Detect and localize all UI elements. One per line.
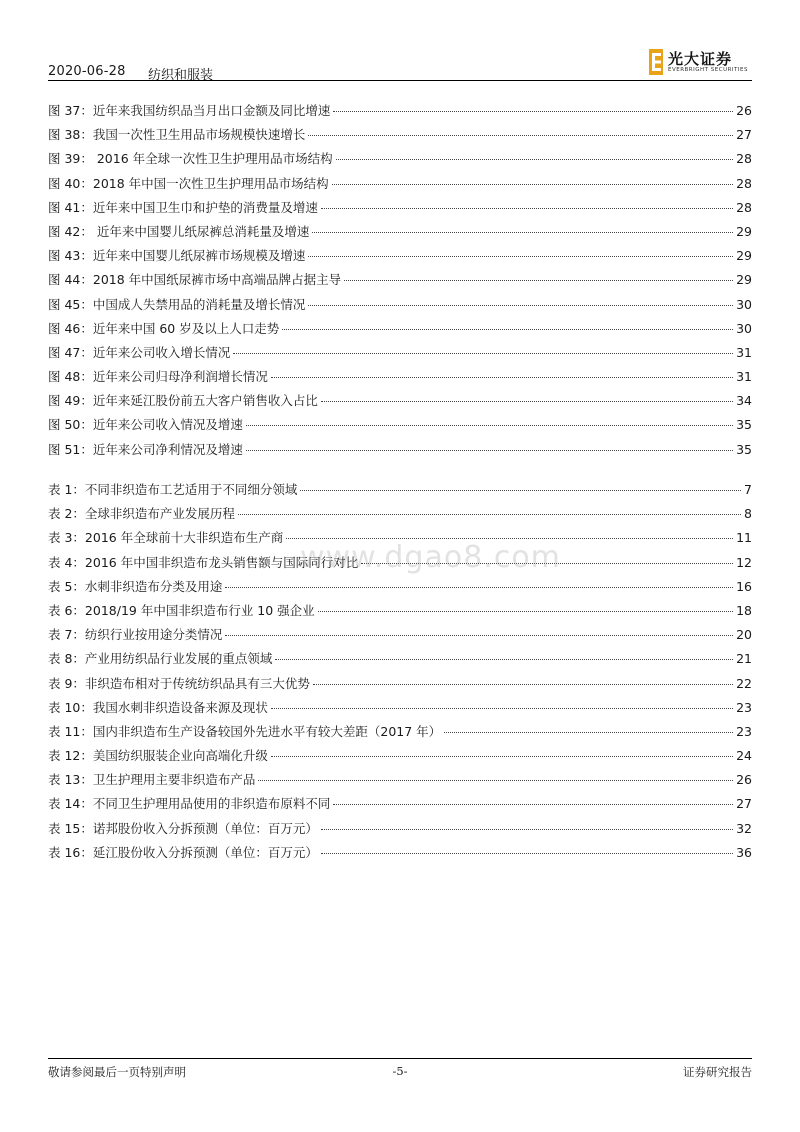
dot-leader <box>271 708 733 709</box>
table-entry-title[interactable]: 表 12：美国纺织服装企业向高端化升级 <box>48 748 268 764</box>
table-entry-title[interactable]: 表 2：全球非织造布产业发展历程 <box>48 506 235 522</box>
figure-entry-page[interactable]: 28 <box>736 175 752 191</box>
figure-entry[interactable] <box>48 319 752 343</box>
table-entry[interactable] <box>48 794 752 818</box>
table-entry-title[interactable]: 表 3：2016 年全球前十大非织造布生产商 <box>48 530 284 546</box>
table-entry[interactable] <box>48 601 752 625</box>
dot-leader <box>318 611 733 612</box>
table-entry[interactable] <box>48 819 752 843</box>
table-entry-title[interactable]: 表 4：2016 年中国非织造布龙头销售额与国际同行对比 <box>48 554 359 570</box>
figure-entry-title[interactable]: 图 40：2018 年中国一次性卫生护理用品市场结构 <box>48 175 329 191</box>
dot-leader <box>321 829 733 830</box>
table-entry[interactable] <box>48 843 752 867</box>
figure-entry-title[interactable]: 图 43：近年来中国婴儿纸尿裤市场规模及增速 <box>48 248 306 264</box>
figure-entry-page[interactable]: 29 <box>736 223 752 239</box>
figure-entry[interactable] <box>48 343 752 367</box>
page-header <box>48 44 752 83</box>
report-type: 证券研究报告 <box>683 1065 752 1079</box>
figure-entry-title[interactable]: 图 48：近年来公司归母净利润增长情况 <box>48 369 268 385</box>
figure-entry[interactable] <box>48 125 752 149</box>
table-entry-title[interactable]: 表 15：诺邦股份收入分拆预测（单位：百万元） <box>48 820 318 836</box>
figure-entry-page[interactable]: 35 <box>736 417 752 433</box>
figure-entry[interactable] <box>48 149 752 173</box>
dot-leader <box>282 329 733 330</box>
dot-leader <box>258 780 733 781</box>
figure-entry[interactable] <box>48 246 752 270</box>
table-entry-page[interactable]: 20 <box>736 627 752 643</box>
table-entry-page[interactable]: 21 <box>736 651 752 667</box>
figure-entry[interactable] <box>48 174 752 198</box>
figure-entry[interactable] <box>48 367 752 391</box>
header-divider <box>48 80 752 81</box>
table-entry-page[interactable]: 26 <box>736 772 752 788</box>
dot-leader <box>246 450 733 451</box>
figure-entry[interactable] <box>48 391 752 415</box>
figure-entry-page[interactable]: 34 <box>736 393 752 409</box>
figure-entry-page[interactable]: 26 <box>736 103 752 118</box>
footer-divider <box>48 1058 752 1059</box>
table-entry-title[interactable]: 表 9：非织造布相对于传统纺织品具有三大优势 <box>48 675 310 691</box>
table-entry-page[interactable]: 11 <box>736 530 752 546</box>
table-entry-page[interactable]: 32 <box>736 820 752 836</box>
figure-entry-title[interactable]: 图 44：2018 年中国纸尿裤市场中高端品牌占据主导 <box>48 272 342 288</box>
figure-entry-title[interactable]: 图 51：近年来公司净利情况及增速 <box>48 441 243 457</box>
everbright-logo <box>648 48 752 78</box>
figure-entry-title[interactable]: 图 37：近年来我国纺织品当月出口金额及同比增速 <box>48 103 331 118</box>
figure-entry-page[interactable]: 28 <box>736 199 752 215</box>
table-entry[interactable] <box>48 577 752 601</box>
table-entry[interactable] <box>48 480 752 504</box>
figure-entry-page[interactable]: 28 <box>736 151 752 167</box>
figure-entry[interactable] <box>48 295 752 319</box>
figure-entry-title[interactable]: 图 50：近年来公司收入情况及增速 <box>48 417 243 433</box>
figure-entry-title[interactable]: 图 38：我国一次性卫生用品市场规模快速增长 <box>48 127 306 143</box>
dot-leader <box>321 208 733 209</box>
table-entry-page[interactable]: 23 <box>736 723 752 739</box>
table-entry-page[interactable]: 27 <box>736 796 752 812</box>
table-entry-title[interactable]: 表 6：2018/19 年中国非织造布行业 10 强企业 <box>48 602 315 618</box>
dot-leader <box>225 587 733 588</box>
table-entry-page[interactable]: 24 <box>736 748 752 764</box>
table-entry-title[interactable]: 表 14：不同卫生护理用品使用的非织造布原料不同 <box>48 796 331 812</box>
figure-entry[interactable] <box>48 415 752 439</box>
disclaimer-note: 敬请参阅最后一页特别声明 <box>48 1065 186 1079</box>
table-entry-title[interactable]: 表 11：国内非织造布生产设备较国外先进水平有较大差距（2017 年） <box>48 723 442 739</box>
dot-leader <box>336 159 733 160</box>
table-entry-page[interactable]: 12 <box>736 554 752 570</box>
table-entry[interactable] <box>48 625 752 649</box>
table-entry-title[interactable]: 表 7：纺织行业按用途分类情况 <box>48 627 223 643</box>
table-entry-title[interactable]: 表 8：产业用纺织品行业发展的重点领域 <box>48 651 273 667</box>
dot-leader <box>313 684 733 685</box>
dot-leader <box>300 490 741 491</box>
figure-entry-page[interactable]: 30 <box>736 296 752 312</box>
logo-text-en: EVERBRIGHT SECURITIES <box>668 67 748 73</box>
table-entry[interactable] <box>48 649 752 673</box>
dot-leader <box>312 232 733 233</box>
figure-entry[interactable] <box>48 222 752 246</box>
industry-label: 纺织和服装 <box>148 68 214 83</box>
table-entry-page[interactable]: 18 <box>736 602 752 618</box>
dot-leader <box>238 514 741 515</box>
table-entry[interactable] <box>48 770 752 794</box>
logo-text-cn: 光大证券 <box>668 50 733 68</box>
page-number: -5- <box>392 1064 408 1078</box>
figure-entry[interactable] <box>48 270 752 294</box>
dot-leader <box>332 184 733 185</box>
table-entry[interactable] <box>48 504 752 528</box>
watermark: www.dgao8.com <box>300 540 561 575</box>
dot-leader <box>308 305 733 306</box>
table-entry-title[interactable]: 表 1：不同非织造布工艺适用于不同细分领域 <box>48 482 298 497</box>
figure-entry-title[interactable]: 图 39： 2016 年全球一次性卫生护理用品市场结构 <box>48 151 333 167</box>
dot-leader <box>271 377 733 378</box>
table-entry[interactable] <box>48 698 752 722</box>
table-entry[interactable] <box>48 674 752 698</box>
dot-leader <box>321 401 733 402</box>
table-entry-title[interactable]: 表 16：延江股份收入分拆预测（单位：百万元） <box>48 844 318 860</box>
figure-entry-title[interactable]: 图 45：中国成人失禁用品的消耗量及增长情况 <box>48 296 306 312</box>
figure-entry-title[interactable]: 图 41：近年来中国卫生巾和护垫的消费量及增速 <box>48 199 318 215</box>
dot-leader <box>275 659 733 660</box>
table-entry-title[interactable]: 表 5：水刺非织造布分类及用途 <box>48 578 223 594</box>
table-entry-title[interactable]: 表 10：我国水刺非织造设备来源及现状 <box>48 699 268 715</box>
figure-entry-page[interactable]: 31 <box>736 344 752 360</box>
figure-entry-page[interactable]: 35 <box>736 441 752 457</box>
dot-leader <box>333 111 733 112</box>
table-entry-page[interactable]: 23 <box>736 699 752 715</box>
figure-entry[interactable] <box>48 198 752 222</box>
figure-entry[interactable] <box>48 101 752 125</box>
table-list <box>48 480 752 867</box>
table-entry-page[interactable]: 8 <box>744 506 752 522</box>
table-entry-title[interactable]: 表 13：卫生护理用主要非织造布产品 <box>48 772 256 788</box>
dot-leader <box>444 732 733 733</box>
table-entry[interactable] <box>48 722 752 746</box>
table-entry-page[interactable]: 22 <box>736 675 752 691</box>
figure-entry-title[interactable]: 图 49：近年来延江股份前五大客户销售收入占比 <box>48 393 318 409</box>
figure-entry-page[interactable]: 31 <box>736 369 752 385</box>
report-date: 2020-06-28 <box>48 64 126 79</box>
figure-list <box>48 101 752 464</box>
figure-entry-title[interactable]: 图 42： 近年来中国婴儿纸尿裤总消耗量及增速 <box>48 223 310 239</box>
everbright-logo-icon <box>648 48 664 76</box>
dot-leader <box>246 425 733 426</box>
table-entry-page[interactable]: 16 <box>736 578 752 594</box>
dot-leader <box>308 135 733 136</box>
figure-entry-page[interactable]: 29 <box>736 272 752 288</box>
dot-leader <box>344 280 733 281</box>
figure-entry[interactable] <box>48 440 752 464</box>
table-entry[interactable] <box>48 746 752 770</box>
dot-leader <box>333 804 733 805</box>
figure-entry-page[interactable]: 30 <box>736 320 752 336</box>
table-entry-page[interactable]: 7 <box>744 482 752 497</box>
dot-leader <box>271 756 733 757</box>
dot-leader <box>308 256 733 257</box>
figure-entry-title[interactable]: 图 47：近年来公司收入增长情况 <box>48 344 231 360</box>
dot-leader <box>321 853 733 854</box>
figure-entry-page[interactable]: 29 <box>736 248 752 264</box>
dot-leader <box>225 635 733 636</box>
dot-leader <box>233 353 733 354</box>
figure-entry-title[interactable]: 图 46：近年来中国 60 岁及以上人口走势 <box>48 320 280 336</box>
table-entry-page[interactable]: 36 <box>736 844 752 860</box>
figure-entry-page[interactable]: 27 <box>736 127 752 143</box>
